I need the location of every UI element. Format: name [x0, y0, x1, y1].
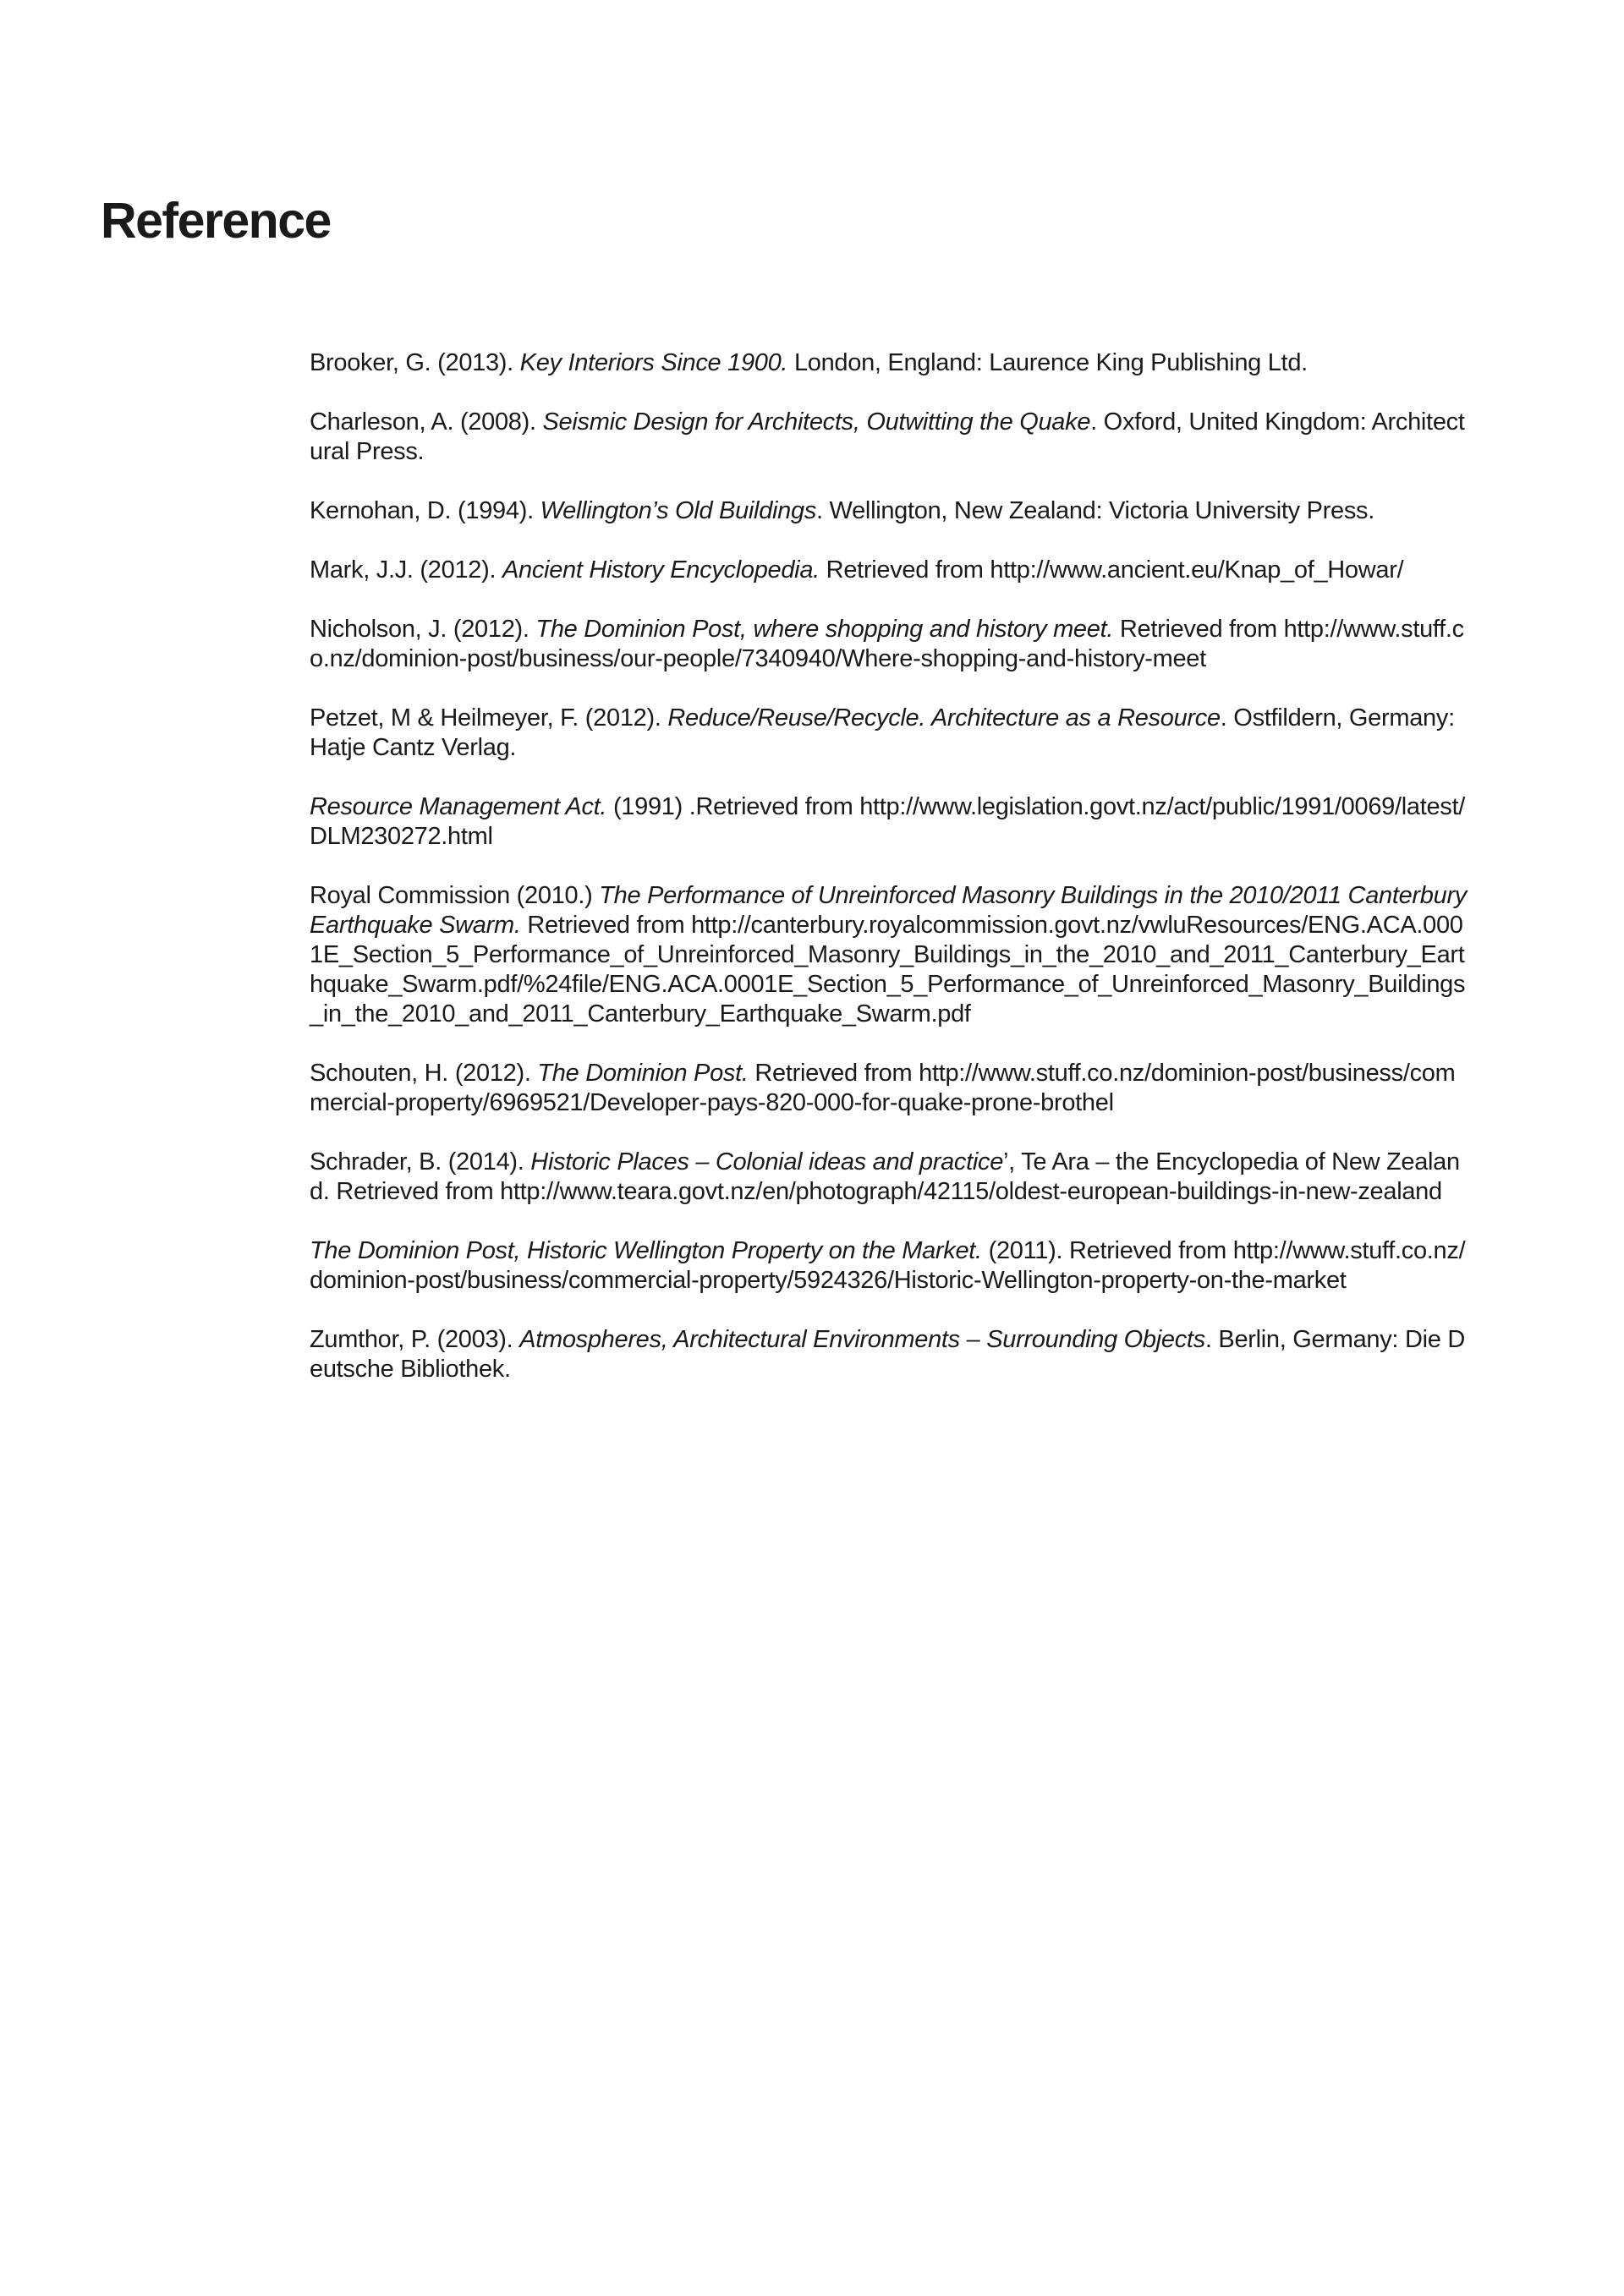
reference-text: Retrieved from http://www.stuff.co.nz/dominion-post/business/our-people/7340940/Where-shopping-and-history-meet: [310, 616, 1464, 672]
reference-text: ’, Te Ara – the Encyclopedia of New Zealand. Retrieved from http://www.teara.govt.nz/en/photograph/42115/oldest-european-buildings-in-new-zealand: [310, 1148, 1460, 1205]
reference-text: Petzet, M & Heilmeyer, F. (2012).: [310, 704, 668, 732]
reference-text: Nicholson, J. (2012).: [310, 616, 536, 643]
reference-entry: [310, 348, 1468, 378]
reference-text: Kernohan, D. (1994).: [310, 497, 540, 524]
reference-entry: [310, 496, 1468, 526]
reference-text: Brooker, G. (2013).: [310, 349, 520, 376]
reference-text: . Ostfildern, Germany: Hatje Cantz Verlag.: [310, 704, 1455, 761]
reference-text: Charleson, A. (2008).: [310, 408, 543, 436]
reference-text: . Wellington, New Zealand: Victoria University Press.: [816, 497, 1374, 524]
reference-entry: [310, 615, 1468, 674]
reference-text: Zumthor, P. (2003).: [310, 1326, 520, 1353]
reference-text: (2011). Retrieved from http://www.stuff.co.nz/dominion-post/business/commercial-property/5924326/Historic-Wellington-property-on-the-market: [310, 1237, 1466, 1294]
reference-entry: [310, 792, 1468, 852]
reference-title: Atmospheres, Architectural Environments – Surrounding Objects: [519, 1326, 1205, 1353]
reference-entry: [310, 1059, 1468, 1118]
reference-entry: [310, 556, 1468, 585]
reference-title: Resource Management Act.: [310, 793, 607, 820]
reference-list: [310, 348, 1468, 1414]
reference-title: Reduce/Reuse/Recycle. Architecture as a Resource: [667, 704, 1221, 732]
reference-text: Retrieved from http://www.ancient.eu/Knap_of_Howar/: [819, 556, 1404, 584]
reference-title: The Dominion Post.: [537, 1060, 749, 1087]
reference-text: Retrieved from http://www.stuff.co.nz/dominion-post/business/commercial-property/6969521/Developer-pays-820-000-for-quake-prone-brothel: [310, 1060, 1456, 1116]
reference-entry: [310, 1148, 1468, 1207]
reference-text: Royal Commission (2010.): [310, 882, 600, 909]
reference-title: Seismic Design for Architects, Outwitting the Quake: [542, 408, 1091, 436]
page-title: Reference: [101, 193, 331, 249]
reference-text: Retrieved from http://canterbury.royalcommission.govt.nz/vwluResources/ENG.ACA.0001E_Section_5_Performance_of_Unreinforced_Masonry_Buildings_in_the_2010_and_2011_Canterbury_Earthquake_Swarm.pdf/%24file/ENG.ACA.0001E_Section_5_Performance_of_Unreinforced_Masonry_Buildings_in_the_2010_and_2011_Canterbury_Earthquake_Swarm.pdf: [310, 912, 1466, 1027]
reference-text: (1991) .Retrieved from http://www.legislation.govt.nz/act/public/1991/0069/latest/DLM230272.html: [310, 793, 1466, 850]
reference-title: The Dominion Post, where shopping and history meet.: [535, 616, 1114, 643]
reference-entry: [310, 1236, 1468, 1296]
reference-entry: [310, 1325, 1468, 1384]
reference-title: The Dominion Post, Historic Wellington Property on the Market.: [310, 1237, 982, 1264]
reference-text: London, England: Laurence King Publishing Ltd.: [787, 349, 1308, 376]
reference-text: Schrader, B. (2014).: [310, 1148, 531, 1175]
reference-title: Wellington’s Old Buildings: [540, 497, 817, 524]
reference-title: The Performance of Unreinforced Masonry Buildings in the 2010/2011 Canterbury Earthquake Swarm.: [310, 882, 1468, 939]
reference-title: Historic Places – Colonial ideas and practice: [530, 1148, 1004, 1175]
reference-text: . Berlin, Germany: Die Deutsche Bibliothek.: [310, 1326, 1465, 1383]
reference-entry: [310, 408, 1468, 467]
reference-text: Mark, J.J. (2012).: [310, 556, 502, 584]
reference-entry: [310, 704, 1468, 763]
reference-text: Schouten, H. (2012).: [310, 1060, 538, 1087]
reference-title: Ancient History Encyclopedia.: [502, 556, 820, 584]
reference-text: . Oxford, United Kingdom: Architectural Press.: [310, 408, 1465, 465]
reference-title: Key Interiors Since 1900.: [519, 349, 788, 376]
reference-entry: [310, 881, 1468, 1029]
